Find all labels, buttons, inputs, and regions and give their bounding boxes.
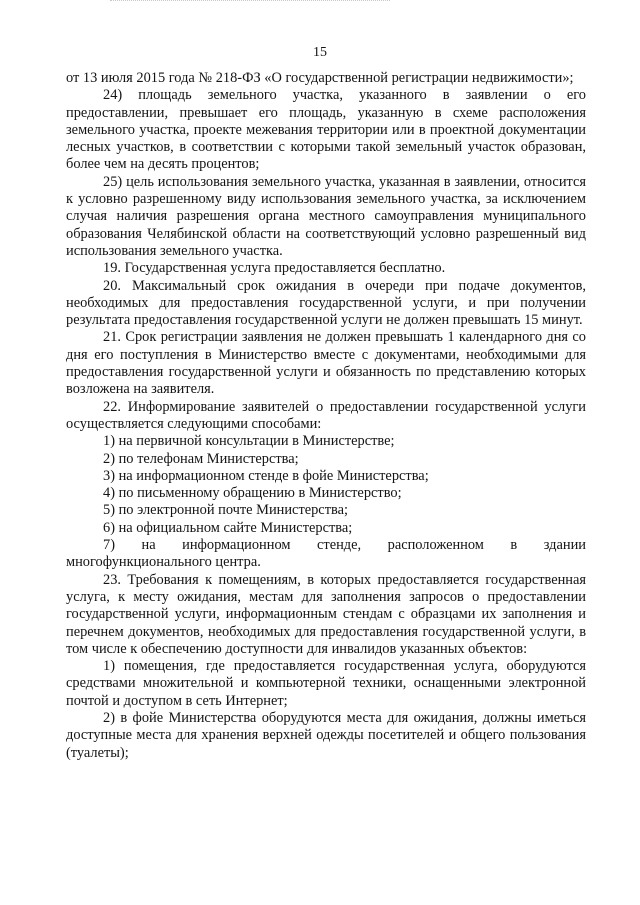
paragraph-23-item-2: 2) в фойе Министерства оборудуются места для ожидания, должны иметься доступные места для хранения верхней одежды посетителей и общего пользования (туалеты); xyxy=(66,709,586,761)
list-item-7-line-1: 7) на информационном стенде, расположенном в здании xyxy=(103,537,586,554)
list-item-7-line-2: многофункционального центра. xyxy=(66,554,261,571)
list-item: 4) по письменному обращению в Министерство; xyxy=(103,485,402,502)
list-item: 5) по электронной почте Министерства; xyxy=(103,502,348,519)
paragraph-21: 21. Срок регистрации заявления не должен превышать 1 календарного дня со дня его поступления в Министерство вместе с документами, необходимыми для предоставления государственной услуги и обязанность по представлению которых возложена на заявителя. xyxy=(66,329,586,398)
scan-artifact xyxy=(110,0,390,2)
paragraph-23-item-1: 1) помещения, где предоставляется государственная услуга, оборудуются средствами множительной и компьютерной техники, оснащенными электронной почтой и доступом в сеть Интернет; xyxy=(66,658,586,709)
list-item: 6) на официальном сайте Министерства; xyxy=(103,519,353,536)
paragraph-item-24: 24) площадь земельного участка, указанного в заявлении о его предоставлении, превышает его площадь, указанную в схеме расположения земельного участка, проекте межевания территории или в проектной документации лесных участков, в соответствии с которыми такой земельный участок образован, более чем на десять процентов; xyxy=(66,87,586,173)
paragraph-23: 23. Требования к помещениям, в которых предоставляется государственная услуга, к месту ожидания, местам для заполнения запросов о предоставлении государственной услуги, информационным стендам с образцами их заполнения и перечнем документов, необходимых для предоставления государственной услуги, в том числе к обеспечению доступности для инвалидов указанных объектов: xyxy=(66,571,586,657)
paragraph-19: 19. Государственная услуга предоставляется бесплатно. xyxy=(103,260,446,277)
paragraph-item-25: 25) цель использования земельного участка, указанная в заявлении, относится к условно разрешенному виду использования земельного участка, за исключением случая наличия разрешения органа местного самоуправления муниципального образования Челябинской области на соответствующий условно разрешенный вид использования земельного участка. xyxy=(66,173,586,259)
list-item: 2) по телефонам Министерства; xyxy=(103,450,299,467)
list-item: 1) на первичной консультации в Министерстве; xyxy=(103,433,395,450)
document-body xyxy=(66,70,586,762)
list-item: 3) на информационном стенде в фойе Министерства; xyxy=(103,467,429,484)
paragraph-20: 20. Максимальный срок ожидания в очереди при подаче документов, необходимых для предоставления государственной услуги, и при получении результата предоставления государственной услуги не должен превышать 15 минут. xyxy=(66,277,586,329)
page-number: 15 xyxy=(313,45,327,60)
paragraph-continuation: от 13 июля 2015 года № 218-ФЗ «О государственной регистрации недвижимости»; xyxy=(66,70,574,86)
paragraph-22: 22. Информирование заявителей о предоставлении государственной услуги осуществляется следующими способами: xyxy=(66,398,586,432)
